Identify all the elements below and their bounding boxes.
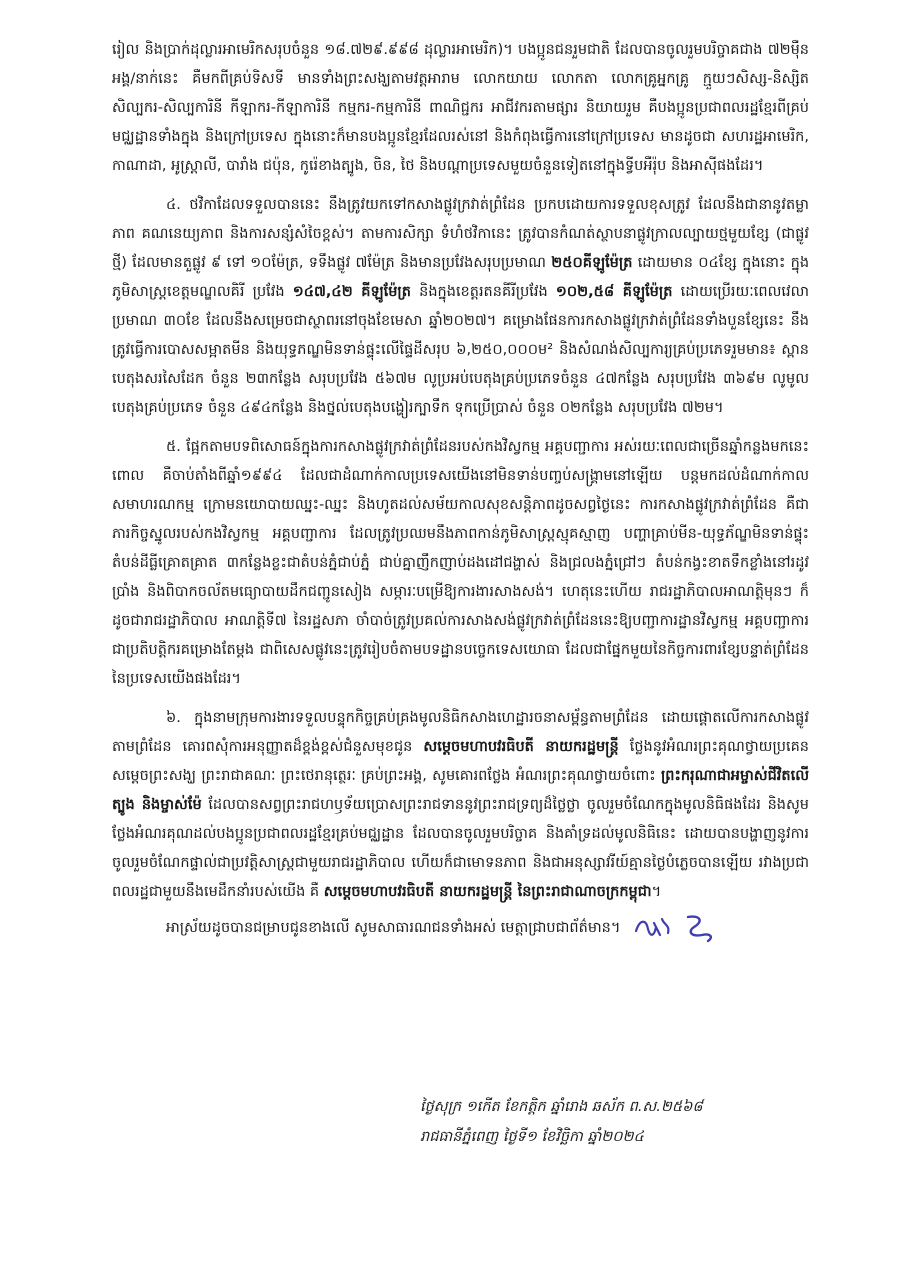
p6-text-a: ៦. ក្នុងនាមក្រុមការងារទទួលបន្ទុកកិច្ចគ្រប់គ្រងមូលនិធិកសាងហេដ្ឋារចនាសម្ព័ន្ធតាមព្រំដែន ដោយផ្ដោតលើការកសាងផ្លូវតាមព្រំដែន គោរពសុំការអនុញ្ញាតដ៏ខ្ពង់ខ្ពស់ជំនួសមុខជូន	[112, 710, 809, 755]
solar-date-line: រាជធានីភ្នំពេញ ថ្ងៃទី១ ខែវិច្ឆិកា ឆ្នាំ២០២៤	[420, 1129, 644, 1145]
prime-minister-title-bold: សម្ដេចមហាបវរធិបតី នាយករដ្ឋមន្ត្រី	[423, 739, 619, 755]
total-length-bold: ២៥០គីឡូម៉ែត្រ	[551, 255, 633, 271]
paragraph-continuation-text: រៀល និងប្រាក់ដុល្លារអាមេរិកសរុបចំនួន ១៨.៧២៩.៩៩៨ ដុល្លារអាមេរិក)។ បងប្អូនជនរួមជាតិ ដែលបានចូលរួមបរិច្ចាគជាង ៧២ម៉ឺនអង្គ/នាក់នេះ គឺមកពីគ្រប់ទិសទី មានទាំងព្រះសង្ឃតាមវត្តអារាម លោកយាយ លោកតា លោកគ្រូអ្នកគ្រូ ក្មួយៗសិស្ស-និស្សិត សិល្បករ-សិល្បការិនី កីឡាករ-កីឡាការិនី កម្មករ-កម្មការិនី ពាណិជ្ជករ អាជីវករតាមផ្សារ និយាយរួម គឺបងប្អូនប្រជាពលរដ្ឋខ្មែរពីគ្រប់មជ្ឈដ្ឋានទាំងក្នុង និងក្រៅប្រទេស ក្នុងនោះក៏មានបងប្អូនខ្មែរដែលរស់នៅ និងកំពុងធ្វើការនៅក្រៅប្រទេស មានដូចជា សហរដ្ឋអាមេរិក, កាណាដា, អូស្ត្រាលី, បារាំង ជប៉ុន, កូរ៉េខាងត្បូង, ចិន, ថៃ និងបណ្ដាប្រទេសមួយចំនួនទៀតនៅក្នុងទ្វីបអឺរ៉ុប និងអាស៊ីផងដែរ។	[112, 42, 809, 174]
closing-line	[112, 911, 809, 945]
paragraph-continuation	[112, 36, 809, 181]
p4-text-e: ដោយប្រើរយៈពេលវេលាប្រមាណ ៣០ខែ ដែលនឹងសម្រេចជាស្ថាពរនៅចុងខែមេសា ឆ្នាំ២០២៧។ គម្រោងផែនការកសាងផ្លូវក្រវាត់ព្រំដែនទាំងបួនខ្សែនេះ នឹងត្រូវធ្វើការបោសសម្អាតមីន និងយុទ្ធភណ្ឌមិនទាន់ផ្ទុះលើផ្ទៃដីសរុប ៦,២៥០,០០០ម² និងសំណង់សិល្បការ្យគ្រប់ប្រភេទរួមមាន៖ ស្ពានបេតុងសរសៃដែក ចំនួន ២៣កន្លែង សរុបប្រវែង ៥៦៧ម លូប្រអប់បេតុងគ្រប់ប្រភេទចំនួន ៤៧កន្លែង សរុបប្រវែង ៣៦៩ម លូមូលបេតុងគ្រប់ប្រភេទ ចំនួន ៤៩៤កន្លែង និងថ្នល់បេតុងបង្ហៀរក្បាទឹក ទុកប្រើប្រាស់ ចំនួន ០២កន្លែង សរុបប្រវែង ៧២ម។	[112, 284, 809, 416]
p5-text: ៥. ផ្អែកតាមបទពិសោធន៍ក្នុងការកសាងផ្លូវក្រវាត់ព្រំដែនរបស់កងវិស្វកម្ម អគ្គបញ្ជាការ អស់រយៈពេលជាច្រើនឆ្នាំកន្លងមកនេះ ពោល គឺចាប់តាំងពីឆ្នាំ១៩៩៤ ដែលជាដំណាក់កាលប្រទេសយើងនៅមិនទាន់បញ្ចប់សង្គ្រាមនៅឡើយ បន្តមកដល់ដំណាក់កាលសមាហរណកម្ម ក្រោមនយោបាយឈ្នះ-ឈ្នះ និងហូតដល់សម័យកាលសុខសន្តិភាពដូចសព្វថ្ងៃនេះ ការកសាងផ្លូវក្រវាត់ព្រំដែន គឺជាភារកិច្ចស្នូលរបស់កងវិស្វកម្ម អគ្គបញ្ជាការ ដែលត្រូវប្រឈមនឹងភាពកាន់ភូមិសាស្ត្រស្មុគស្មាញ បញ្ហាគ្រាប់មីន-យុទ្ធភ័ណ្ឌមិនទាន់ផ្ទុះ តំបន់ដីធ្លីគ្រោតគ្រាត ៣កន្លែងខ្លះជាតំបន់ភ្នំជាប់ភ្នំ ជាប់គ្នាញឹកញាប់ដងដៅជង្ហាស់ និងជ្រលងភ្នំជ្រៅៗ តំបន់កង្វះខាតទឹកខ្លាំងនៅរដូវប្រាំង និងពិបាកចល័តមធ្យោបាយដឹកជញ្ជូនសៀង សម្ភារៈបម្រើឱ្យការងារសាងសង់។ ហេតុនេះហើយ រាជរដ្ឋាភិបាលអាណត្តិមុនៗ ក៏ដូចជារាជរដ្ឋាភិបាល អាណត្តិទី៧ នៃរដ្ឋសភា ចាំបាច់ត្រូវប្រគល់ការសាងសង់ផ្លូវក្រវាត់ព្រំដែននេះឱ្យបញ្ជាការដ្ឋានវិស្វកម្ម អគ្គបញ្ជាការ ជាប្រតិបត្តិករគម្រោងតែម្ដង ជាពិសេសផ្លូវនេះត្រូវរៀបចំតាមបទដ្ឋានបច្ចេកទេសយោធា ដែលជាផ្នែកមួយនៃកិច្ចការពារខ្សែបន្ទាត់ព្រំដែននៃប្រទេសយើងផងដែរ។	[112, 439, 809, 687]
p4-text-a: ៤. ថវិកាដែលទទួលបាននេះ នឹងត្រូវយកទៅកសាងផ្លូវក្រវាត់ព្រំដែន ប្រកបដោយការទទួលខុសត្រូវ ដែលនឹងជានានូវតម្លាភាព គណនេយ្យភាព និងការសន្សំសំចៃខ្ពស់។ តាមការសិក្សា ទំហំថវិកានេះ ត្រូវបានកំណត់ស្ថាបនាផ្លូវក្រាលល្បាយថ្មមួយខ្សែ (ជាផ្លូវថ្មី) ដែលមានតួផ្លូវ ៩ ទៅ ១០ម៉ែត្រ, ទទឹងផ្លូវ ៧ម៉ែត្រ និងមានប្រវែងសរុបប្រមាណ	[112, 197, 809, 271]
paragraph-6-thanks	[112, 704, 809, 907]
ratanakiri-length-bold: ១០២,៥៨ គីឡូម៉ែត្រ	[555, 284, 673, 300]
p4-text-c: ដោយមាន ០៤ខ្សែ ក្នុងនោះ ក្នុងភូមិសាស្ត្រខេត្តមណ្ឌលគិរី ប្រវែង	[112, 255, 810, 300]
p6-text-d: ដែលបានសព្វព្រះរាជហឫទ័យប្រោសព្រះរាជទាននូវព្រះរាជទ្រព្យដ៏ថ្លៃថ្លា ចូលរួមចំណែកក្នុងមូលនិធិផងដែរ និងសូមថ្លែងអំណរគុណដល់បងប្អូនប្រជាពលរដ្ឋខ្មែរគ្រប់មជ្ឈដ្ឋាន ដែលបានចូលរួមបរិច្ចាគ និងគាំទ្រដល់មូលនិធិនេះ ដោយបានបង្ហាញនូវការចូលរួមចំណែកផ្ទាល់ជាប្រវត្តិសាស្ត្រជាមួយរាជរដ្ឋាភិបាល ហើយក៏ជាមោទនភាព និងជាអនុស្សាវរីយ៍គ្មានថ្ងៃបំភ្លេចបានឡើយ រវាងប្រជាពលរដ្ឋជាមួយនឹងមេដឹកនាំរបស់យើង គឺ	[112, 797, 809, 900]
p6-text-end: ។	[651, 884, 662, 900]
closing-text: អាស្រ័យដូចបានជម្រាបជូនខាងលើ សូមសាធារណជនទាំងអស់ មេត្តាជ្រាបជាព័ត៌មាន។	[166, 919, 621, 936]
date-block	[420, 1092, 703, 1152]
lunar-date-line: ថ្ងៃសុក្រ ១កើត ខែកត្តិក ឆ្នាំរោង ឆស័ក ព.ស.២៥៦៨	[420, 1099, 703, 1115]
p6-text-c: ថ្លែងនូវអំណរព្រះគុណថ្វាយប្រគេនសម្ដេចព្រះសង្ឃ ព្រះរាជាគណៈ ព្រះថេរានុត្ថេរៈ គ្រប់ព្រះអង្គ, សូមគោរពថ្លែង អំណរព្រះគុណថ្វាយចំពោះ	[112, 739, 809, 784]
king-title-bold: ព្រះករុណាជាអម្ចាស់ជីវិតលើត្បូង និងម្ចាស់ម៉ែ	[112, 768, 809, 813]
prime-minister-full-title-bold: សម្ដេចមហាបវរធិបតី នាយករដ្ឋមន្ត្រី នៃព្រះរាជាណាចក្រកម្ពុជា	[323, 884, 652, 900]
p4-text-d: និងក្នុងខេត្តរតនគីរីប្រវែង	[419, 284, 548, 300]
paragraph-4-budget	[112, 191, 809, 423]
signature-initials-icon	[630, 911, 720, 945]
mondulkiri-length-bold: ១៤៧,៤២ គីឡូម៉ែត្រ	[292, 284, 411, 300]
paragraph-5-experience	[112, 433, 809, 694]
